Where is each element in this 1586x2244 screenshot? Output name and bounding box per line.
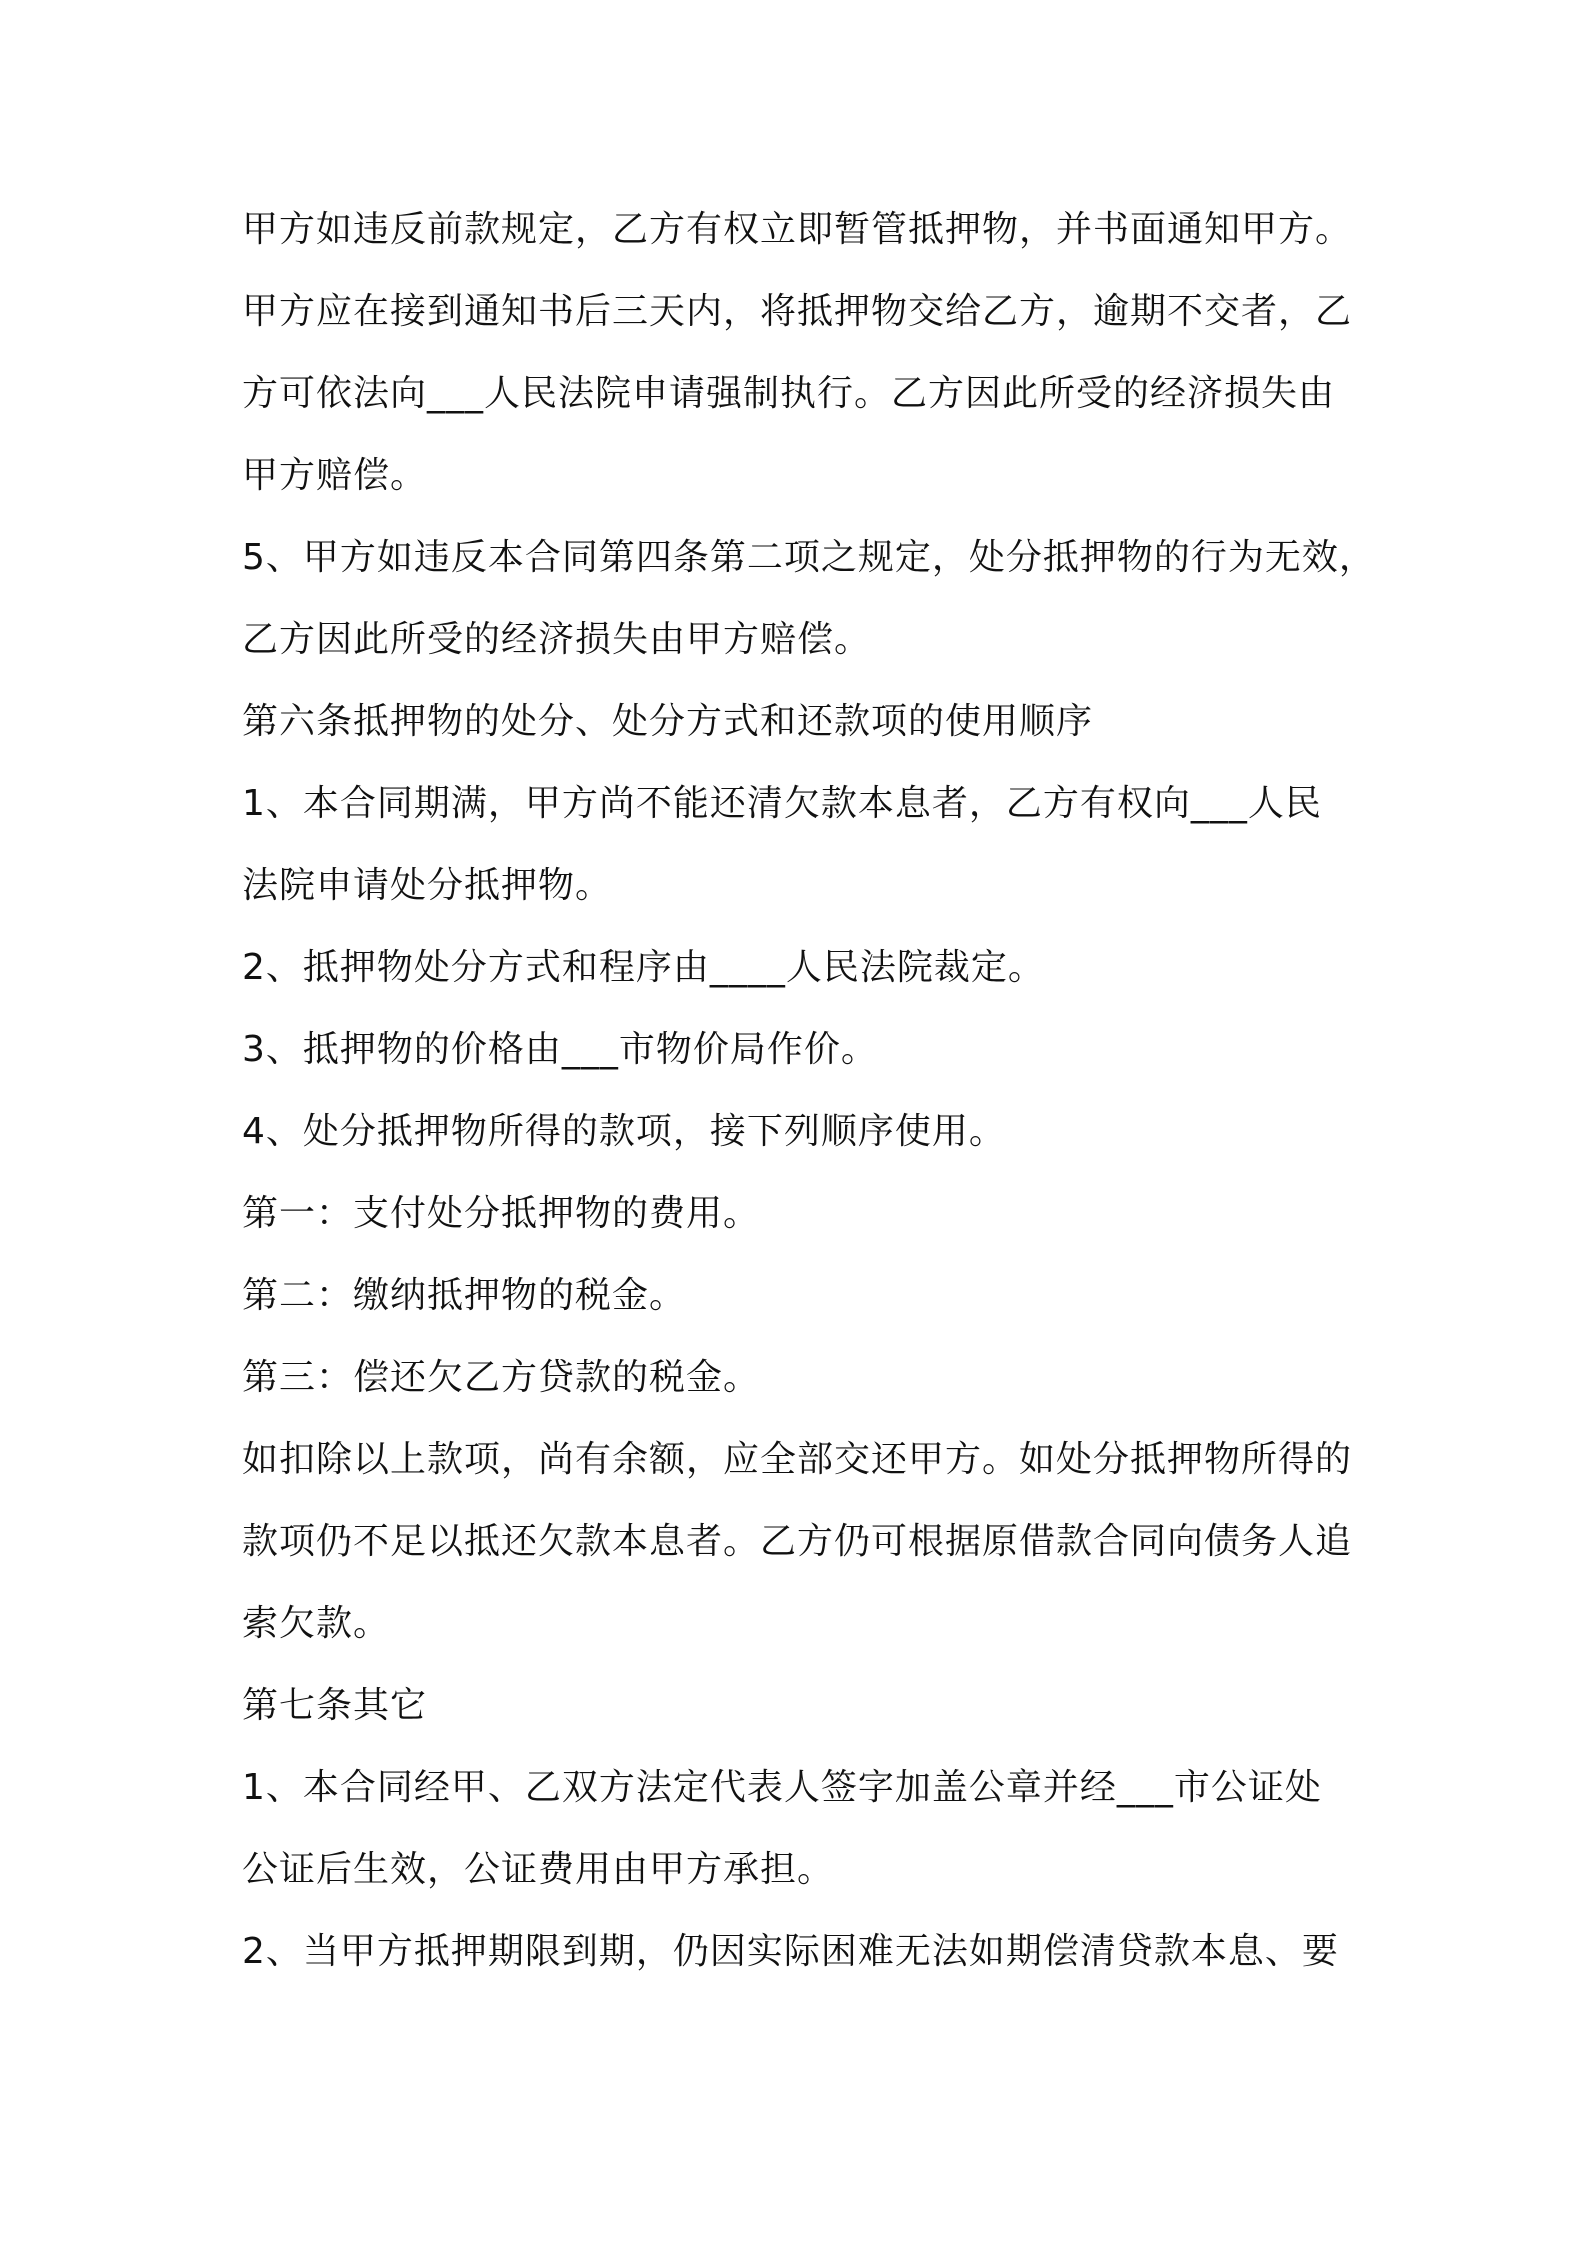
text-line: 如扣除以上款项，尚有余额，应全部交还甲方。如处分抵押物所得的 (242, 1439, 1353, 1480)
text-line: 1、本合同经甲、乙双方法定代表人签字加盖公章并经___市公证处 (242, 1767, 1322, 1808)
text-line: 5、甲方如违反本合同第四条第二项之规定，处分抵押物的行为无效， (242, 537, 1376, 578)
text-line: 乙方因此所受的经济损失由甲方赔偿。 (242, 619, 872, 660)
text-line: 甲方赔偿。 (242, 455, 428, 496)
text-line: 款项仍不足以抵还欠款本息者。乙方仍可根据原借款合同向债务人追 (242, 1521, 1353, 1562)
text-line: 公证后生效，公证费用由甲方承担。 (242, 1849, 835, 1890)
text-line: 2、当甲方抵押期限到期，仍因实际困难无法如期偿清贷款本息、要 (242, 1931, 1339, 1972)
text-line: 第三：偿还欠乙方贷款的税金。 (242, 1357, 761, 1398)
section-heading: 第六条抵押物的处分、处分方式和还款项的使用顺序 (242, 701, 1094, 742)
text-line: 索欠款。 (242, 1603, 391, 1644)
section-heading: 第七条其它 (242, 1685, 428, 1726)
text-line: 第一：支付处分抵押物的费用。 (242, 1193, 761, 1234)
text-line: 2、抵押物处分方式和程序由____人民法院裁定。 (242, 947, 1045, 988)
text-line: 4、处分抵押物所得的款项，接下列顺序使用。 (242, 1111, 1006, 1152)
text-line: 甲方应在接到通知书后三天内，将抵押物交给乙方，逾期不交者，乙 (242, 291, 1353, 332)
text-line: 3、抵押物的价格由___市物价局作价。 (242, 1029, 878, 1070)
text-line: 方可依法向___人民法院申请强制执行。乙方因此所受的经济损失由 (242, 373, 1336, 414)
text-line: 甲方如违反前款规定，乙方有权立即暂管抵押物，并书面通知甲方。 (242, 209, 1353, 250)
text-line: 法院申请处分抵押物。 (242, 865, 613, 906)
text-line: 第二：缴纳抵押物的税金。 (242, 1275, 687, 1316)
text-line: 1、本合同期满，甲方尚不能还清欠款本息者，乙方有权向___人民 (242, 783, 1322, 824)
